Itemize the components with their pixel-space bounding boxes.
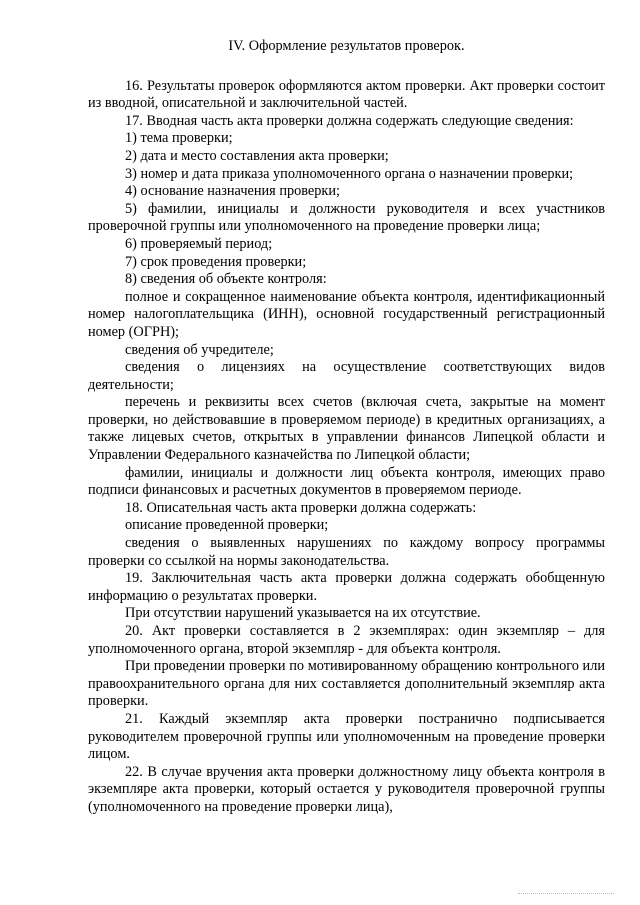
paragraph-list: [88, 78, 605, 817]
paragraph: 18. Описательная часть акта проверки должна содержать:: [125, 499, 477, 516]
document-page: [88, 38, 605, 817]
list-item: 7) срок проведения проверки;: [125, 253, 307, 270]
list-item: 1) тема проверки;: [125, 130, 233, 147]
list-item: 2) дата и место составления акта проверки;: [125, 147, 389, 164]
list-item: 5) фамилии, инициалы и должности руководителя и всех участников проверочной группы или уполномоченного на проведение проверки лица;: [88, 200, 605, 235]
list-item: 8) сведения об объекте контроля:: [125, 271, 327, 288]
list-item: 4) основание назначения проверки;: [125, 183, 340, 200]
scan-artifact: [518, 893, 614, 896]
paragraph: сведения о лицензиях на осуществление соответствующих видов деятельности;: [88, 359, 605, 393]
list-item: 6) проверяемый период;: [125, 235, 273, 252]
list-item: 3) номер и дата приказа уполномоченного органа о назначении проверки;: [125, 165, 574, 182]
paragraph: При отсутствии нарушений указывается на их отсутствие.: [125, 605, 481, 622]
paragraph: 16. Результаты проверок оформляются актом проверки. Акт проверки состоит из вводной, описательной и заключительной частей.: [88, 77, 605, 112]
paragraph: 21. Каждый экземпляр акта проверки постранично подписывается руководителем проверочной группы или уполномоченным на проведение проверки лицом.: [88, 710, 605, 763]
paragraph: описание проведенной проверки;: [125, 517, 329, 534]
paragraph: 20. Акт проверки составляется в 2 экземплярах: один экземпляр – для уполномоченного органа, второй экземпляр - для объекта контроля.: [88, 623, 605, 657]
paragraph: 17. Вводная часть акта проверки должна содержать следующие сведения:: [125, 112, 574, 129]
paragraph: сведения о выявленных нарушениях по каждому вопросу программы проверки со ссылкой на нормы законодательства.: [88, 535, 605, 569]
paragraph: 22. В случае вручения акта проверки должностному лицу объекта контроля в экземпляре акта проверки, который остается у руководителя проверочной группы (уполномоченного на проведение проверки лица),: [88, 763, 605, 815]
paragraph: фамилии, инициалы и должности лиц объекта контроля, имеющих право подписи финансовых и расчетных документов в проверяемом периоде.: [88, 464, 605, 499]
paragraph: перечень и реквизиты всех счетов (включая счета, закрытые на момент проверки, но действовавшие в проверяемом периоде) в кредитных организациях, а также лицевых счетов, открытых в управлении финансов Липецкой области и Управлении Федерального казначейства по Липецкой области;: [88, 394, 605, 464]
section-heading: IV. Оформление результатов проверок.: [228, 38, 465, 54]
paragraph: полное и сокращенное наименование объекта контроля, идентификационный номер налогоплательщика (ИНН), основной государственный регистрационный номер (ОГРН);: [88, 288, 605, 340]
paragraph: 19. Заключительная часть акта проверки должна содержать обобщенную информацию о результатах проверки.: [88, 570, 605, 604]
paragraph: сведения об учредителе;: [125, 341, 274, 358]
paragraph: При проведении проверки по мотивированному обращению контрольного или правоохранительного органа для них составляется дополнительный экземпляр акта проверки.: [88, 658, 605, 710]
